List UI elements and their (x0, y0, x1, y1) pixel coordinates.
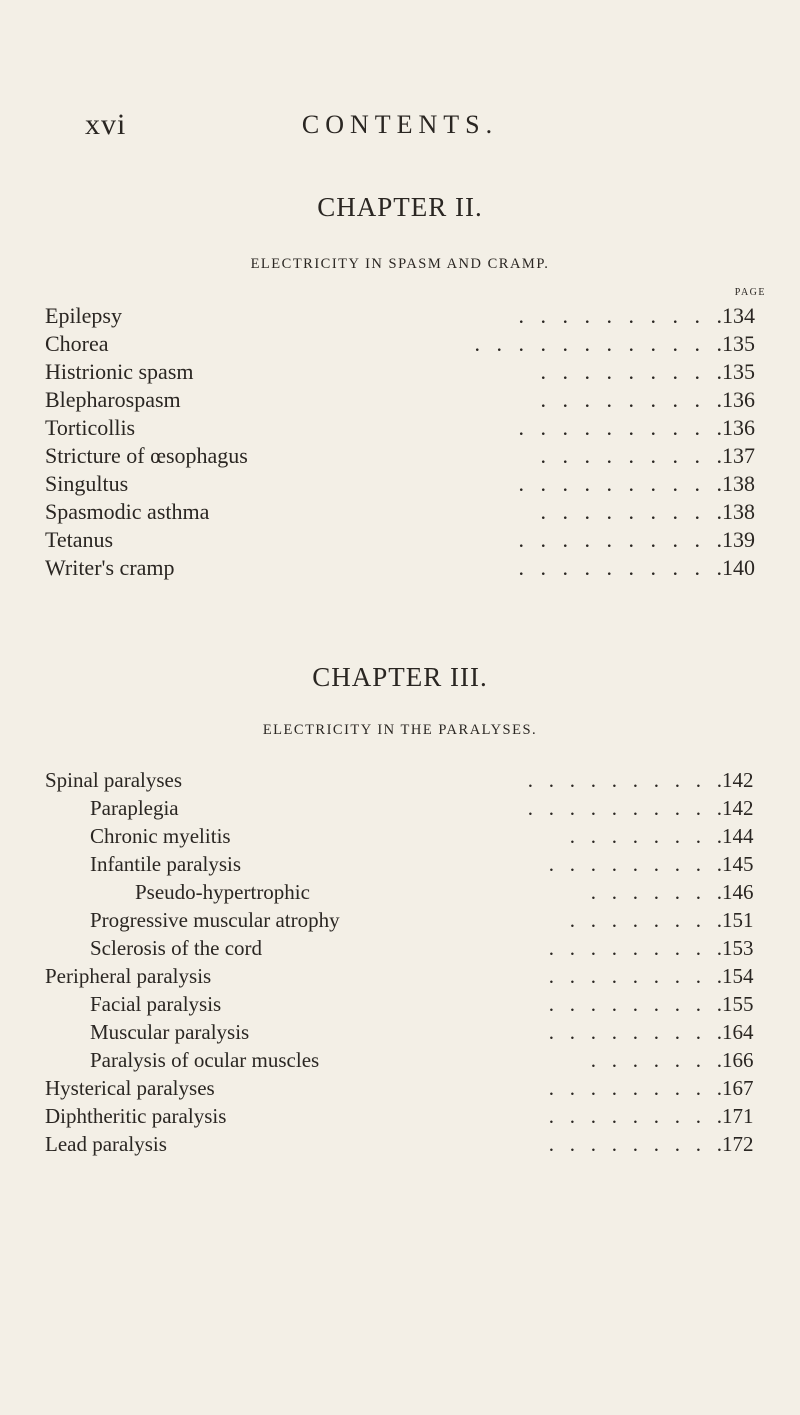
toc-entry-page: 167 (722, 1076, 754, 1100)
toc-entry[interactable] (0, 498, 800, 526)
toc-entry-label: Facial paralysis (90, 990, 227, 1018)
toc-entry-page: 172 (722, 1132, 754, 1156)
toc-entry-label: Spinal paralyses (45, 766, 188, 794)
toc-entry-label: Paralysis of ocular muscles (90, 1046, 325, 1074)
toc-entry[interactable] (0, 414, 800, 442)
toc-entry[interactable] (0, 358, 800, 386)
toc-entry-page: 166 (722, 1048, 754, 1072)
leader-dots: . . . . . . . . . (548, 936, 722, 960)
leader-dots: . . . . . . . . . (548, 1132, 722, 1156)
running-head (0, 108, 800, 148)
toc-entry[interactable] (0, 794, 800, 822)
toc-entry[interactable] (0, 386, 800, 414)
leader-dots: . . . . . . . (590, 1048, 722, 1072)
page-column-label: PAGE (734, 287, 766, 298)
toc-entry-page: 142 (722, 796, 754, 820)
toc-entry[interactable] (0, 1074, 800, 1102)
toc-entry-page: 137 (722, 443, 755, 468)
leader-dots: . . . . . . . . . . (527, 796, 722, 820)
toc-entry-label: Sclerosis of the cord (90, 934, 268, 962)
toc-entry-page: 154 (722, 964, 754, 988)
toc-entry-label: Epilepsy (45, 302, 128, 330)
chapter-3-entries (0, 766, 800, 1158)
toc-entry-label: Chronic myelitis (90, 822, 237, 850)
toc-entry-label: Peripheral paralysis (45, 962, 217, 990)
leader-dots: . . . . . . . . . . . . (474, 331, 722, 356)
toc-entry[interactable] (0, 526, 800, 554)
leader-dots: . . . . . . . . . (548, 1104, 722, 1128)
toc-entry[interactable] (0, 766, 800, 794)
toc-entry[interactable] (0, 1102, 800, 1130)
toc-entry-label: Lead paralysis (45, 1130, 173, 1158)
leader-dots: . . . . . . . . . (540, 499, 722, 524)
leader-dots: . . . . . . . . . . (518, 555, 722, 580)
toc-entry-label: Muscular paralysis (90, 1018, 255, 1046)
toc-entry-page: 142 (722, 768, 754, 792)
toc-entry-label: Stricture of œsophagus (45, 442, 254, 470)
toc-entry[interactable] (0, 442, 800, 470)
leader-dots: . . . . . . . . . (548, 852, 722, 876)
toc-entry-page: 140 (722, 555, 755, 580)
toc-entry[interactable] (0, 554, 800, 582)
chapter-2-subtitle: ELECTRICITY IN SPASM AND CRAMP. (250, 256, 550, 272)
leader-dots: . . . . . . . . . . (518, 303, 722, 328)
toc-entry-label: Histrionic spasm (45, 358, 200, 386)
leader-dots: . . . . . . . . . (548, 964, 722, 988)
toc-entry-page: 171 (722, 1104, 754, 1128)
toc-entry-page: 136 (722, 415, 755, 440)
chapter-3-subtitle: ELECTRICITY IN THE PARALYSES. (262, 722, 538, 738)
toc-entry-label: Tetanus (45, 526, 119, 554)
toc-entry-page: 138 (722, 499, 755, 524)
leader-dots: . . . . . . . . . . (527, 768, 722, 792)
page-number: xvi (85, 108, 127, 141)
toc-entry-page: 135 (722, 359, 755, 384)
leader-dots: . . . . . . . . . (548, 1020, 722, 1044)
running-title: CONTENTS. (301, 110, 499, 139)
toc-entry[interactable] (0, 906, 800, 934)
leader-dots: . . . . . . . . (569, 908, 722, 932)
toc-entry-page: 164 (722, 1020, 754, 1044)
toc-entry-page: 144 (722, 824, 754, 848)
toc-entry[interactable] (0, 990, 800, 1018)
toc-entry[interactable] (0, 962, 800, 990)
toc-entry-label: Torticollis (45, 414, 141, 442)
leader-dots: . . . . . . . (590, 880, 722, 904)
toc-entry-page: 146 (722, 880, 754, 904)
toc-entry-label: Pseudo-hypertrophic (135, 878, 316, 906)
toc-entry-label: Chorea (45, 330, 115, 358)
toc-entry[interactable] (0, 1130, 800, 1158)
toc-entry[interactable] (0, 850, 800, 878)
leader-dots: . . . . . . . . . . (518, 471, 722, 496)
leader-dots: . . . . . . . . . (540, 359, 722, 384)
toc-entry-page: 145 (722, 852, 754, 876)
toc-entry[interactable] (0, 302, 800, 330)
toc-entry-page: 136 (722, 387, 755, 412)
toc-entry-label: Singultus (45, 470, 134, 498)
chapter-2-entries (0, 302, 800, 582)
toc-entry-label: Progressive muscular atrophy (90, 906, 346, 934)
toc-entry-label: Blepharospasm (45, 386, 187, 414)
chapter-2-title: CHAPTER II. (317, 192, 483, 222)
toc-entry-page: 134 (722, 303, 755, 328)
toc-entry[interactable] (0, 822, 800, 850)
toc-entry-label: Hysterical paralyses (45, 1074, 221, 1102)
toc-entry[interactable] (0, 934, 800, 962)
leader-dots: . . . . . . . . . . (518, 415, 722, 440)
chapter-3-title: CHAPTER III. (312, 662, 488, 692)
leader-dots: . . . . . . . . . (548, 992, 722, 1016)
toc-entry-label: Writer's cramp (45, 554, 181, 582)
toc-entry-label: Spasmodic asthma (45, 498, 215, 526)
leader-dots: . . . . . . . . . (540, 443, 722, 468)
toc-entry-page: 135 (722, 331, 755, 356)
leader-dots: . . . . . . . . (569, 824, 722, 848)
toc-entry[interactable] (0, 330, 800, 358)
toc-entry[interactable] (0, 1018, 800, 1046)
toc-entry-page: 138 (722, 471, 755, 496)
toc-entry[interactable] (0, 1046, 800, 1074)
leader-dots: . . . . . . . . . (540, 387, 722, 412)
toc-entry-page: 151 (722, 908, 754, 932)
toc-entry-page: 153 (722, 936, 754, 960)
toc-entry[interactable] (0, 470, 800, 498)
leader-dots: . . . . . . . . . . (518, 527, 722, 552)
toc-entry-label: Diphtheritic paralysis (45, 1102, 232, 1130)
toc-entry-page: 139 (722, 527, 755, 552)
toc-entry-page: 155 (722, 992, 754, 1016)
leader-dots: . . . . . . . . . (548, 1076, 722, 1100)
toc-entry[interactable] (0, 878, 800, 906)
toc-entry-label: Paraplegia (90, 794, 185, 822)
toc-entry-label: Infantile paralysis (90, 850, 247, 878)
